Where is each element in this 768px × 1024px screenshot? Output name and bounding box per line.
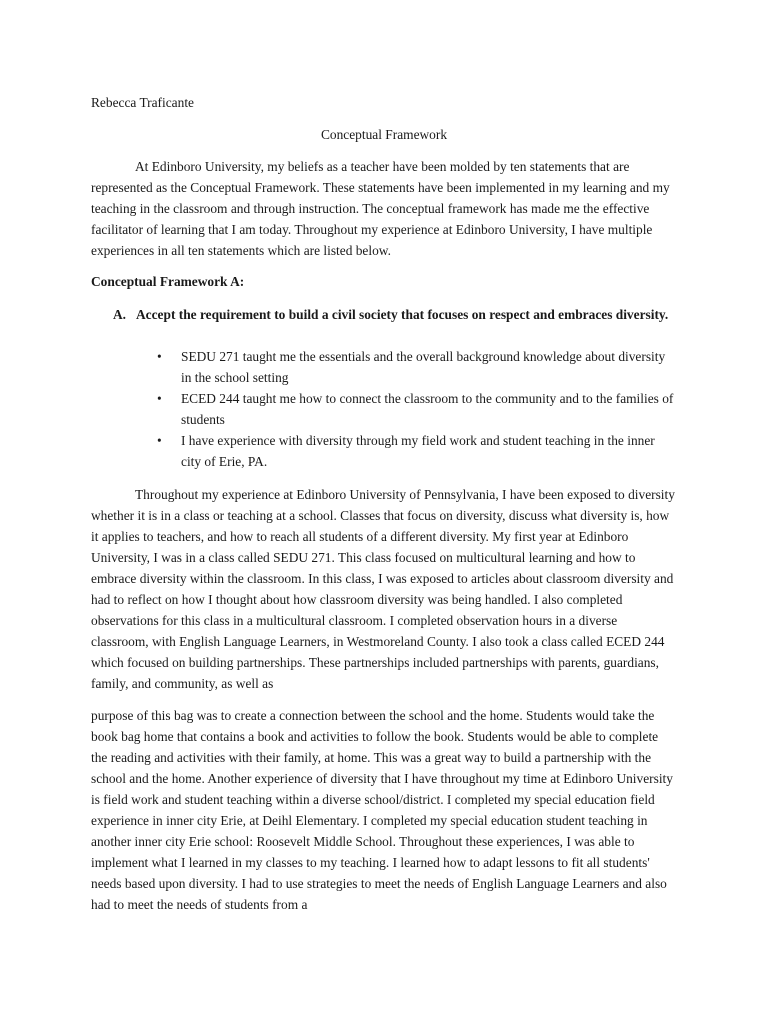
item-marker: A. [113,307,127,322]
intro-paragraph: At Edinboro University, my beliefs as a teacher have been molded by ten statements that are represented as the Conceptual Framework. These statements have been implemented in my learning and my teaching in the classroom and through instruction. The conceptual framework has made me the effective facilitator of learning that I am today. Throughout my experience at Edinboro University, I have multiple experiences in all ten statements which are listed below. [91,159,670,258]
bullet-text: I have experience with diversity through my field work and student teaching in the inner city of Erie, PA. [181,433,655,469]
bullet-text: SEDU 271 taught me the essentials and the overall background knowledge about diversity in the school setting [181,349,666,385]
continuation-paragraph: purpose of this bag was to create a connection between the school and the home. Students would take the book bag home that contains a book and activities to follow the book. Students would be able to complete the reading and activities with their family, at home. This was a great way to build a partnership with the school and the home. Another experience of diversity that I have throughout my time at Edinboro University is field work and student teaching within a diverse school/district. I completed my special education field experience in inner city Erie, at Deihl Elementary. I completed my special education student teaching in another inner city Erie school: Roosevelt Middle School. Throughout these experiences, I was able to implement what I learned in my classes to my teaching. I learned how to adapt lessons to fit all students' needs based upon diversity. I had to use strategies to meet the needs of English Language Learners and also had to meet the needs of students from a [91,708,673,912]
framework-item-a [113,304,677,325]
item-text: Accept the requirement to build a civil society that focuses on respect and embraces diversity. [136,307,669,322]
body-paragraph: Throughout my experience at Edinboro University of Pennsylvania, I have been exposed to diversity whether it is in a class or teaching at a school. Classes that focus on diversity, discuss what diversity is, how it applies to teachers, and how to reach all students of a different diversity. My first year at Edinboro University, I was in a class called SEDU 271. This class focused on multicultural learning and how to embrace diversity within the classroom. In this class, I was exposed to articles about classroom diversity and had to reflect on how I thought about how classroom diversity was being handled. I also completed observations for this class in a multicultural classroom. I completed observation hours in a diverse classroom, with English Language Learners, in Westmoreland County. I also took a class called ECED 244 which focused on building partnerships. These partnerships included partnerships with parents, guardians, family, and community, as well as [91,487,675,691]
bullet-icon: • [157,391,162,406]
list-item [155,388,675,430]
page-title: Conceptual Framework [320,127,448,142]
section-heading: Conceptual Framework A: [91,274,245,289]
bullet-icon: • [157,433,162,448]
list-item [155,430,675,472]
list-item [155,346,675,388]
bullet-icon: • [157,349,162,364]
bullet-text: ECED 244 taught me how to connect the classroom to the community and to the families of students [181,391,674,427]
author-name: Rebecca Traficante [91,95,194,110]
bullet-list [155,346,675,472]
